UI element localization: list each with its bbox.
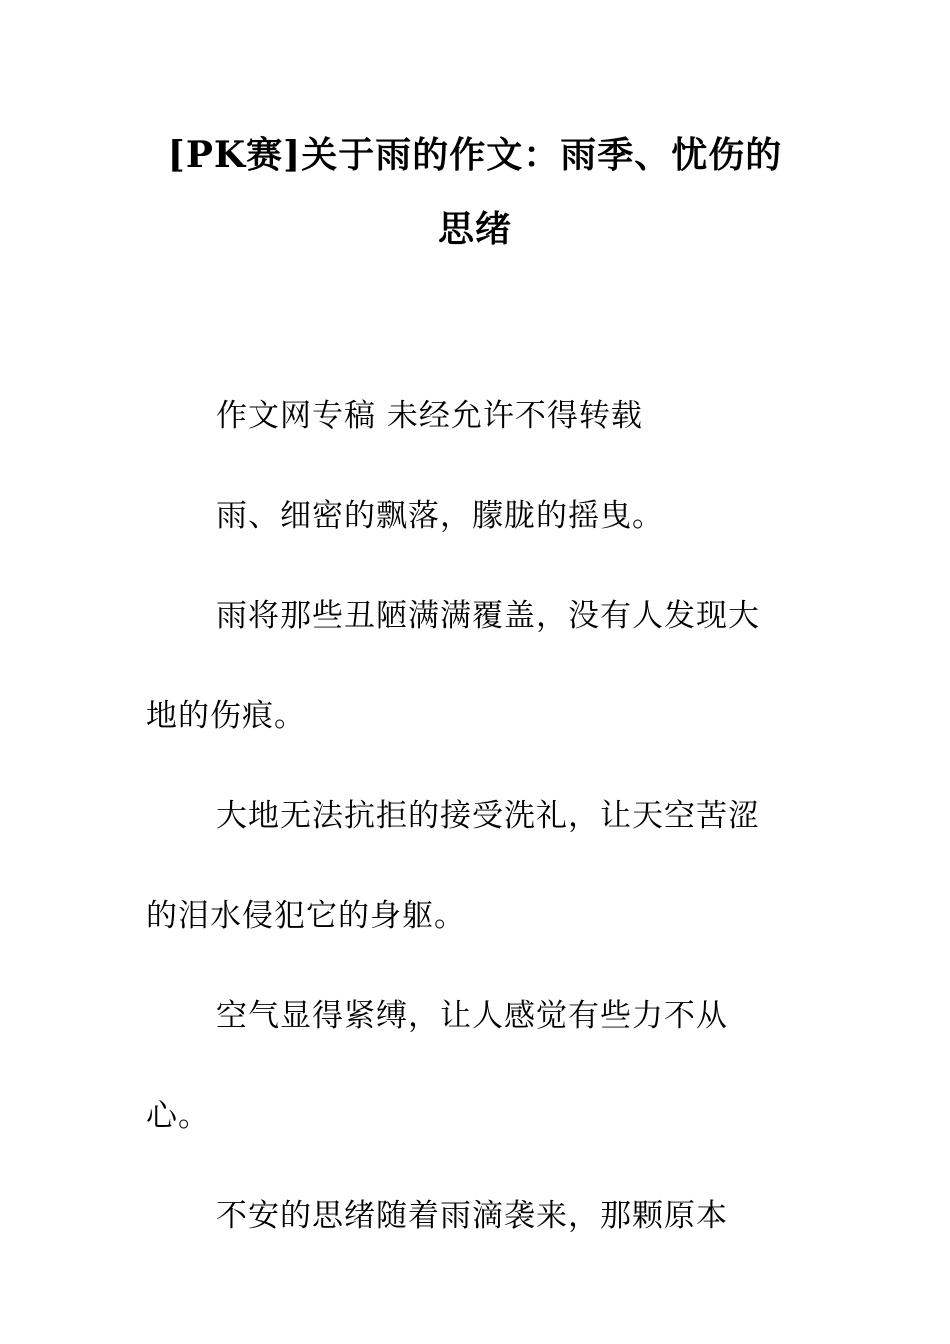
paragraph: 雨、细密的飘落，朦胧的摇曳。	[216, 498, 664, 534]
paragraph: 雨将那些丑陋满满覆盖，没有人发现大地的伤痕。	[146, 598, 760, 734]
paragraph: 不安的思绪随着雨滴袭来，那颗原本	[216, 1198, 728, 1234]
paragraph-copyright-notice: 作文网专稿 未经允许不得转载	[216, 398, 643, 434]
paragraph: 大地无法抗拒的接受洗礼，让天空苦涩的泪水侵犯它的身躯。	[146, 798, 760, 934]
document-title: [PK赛]关于雨的作文：雨季、忧伤的思绪	[167, 134, 783, 250]
document-body	[146, 366, 786, 1266]
paragraph: 空气显得紧缚，让人感觉有些力不从心。	[146, 998, 728, 1134]
